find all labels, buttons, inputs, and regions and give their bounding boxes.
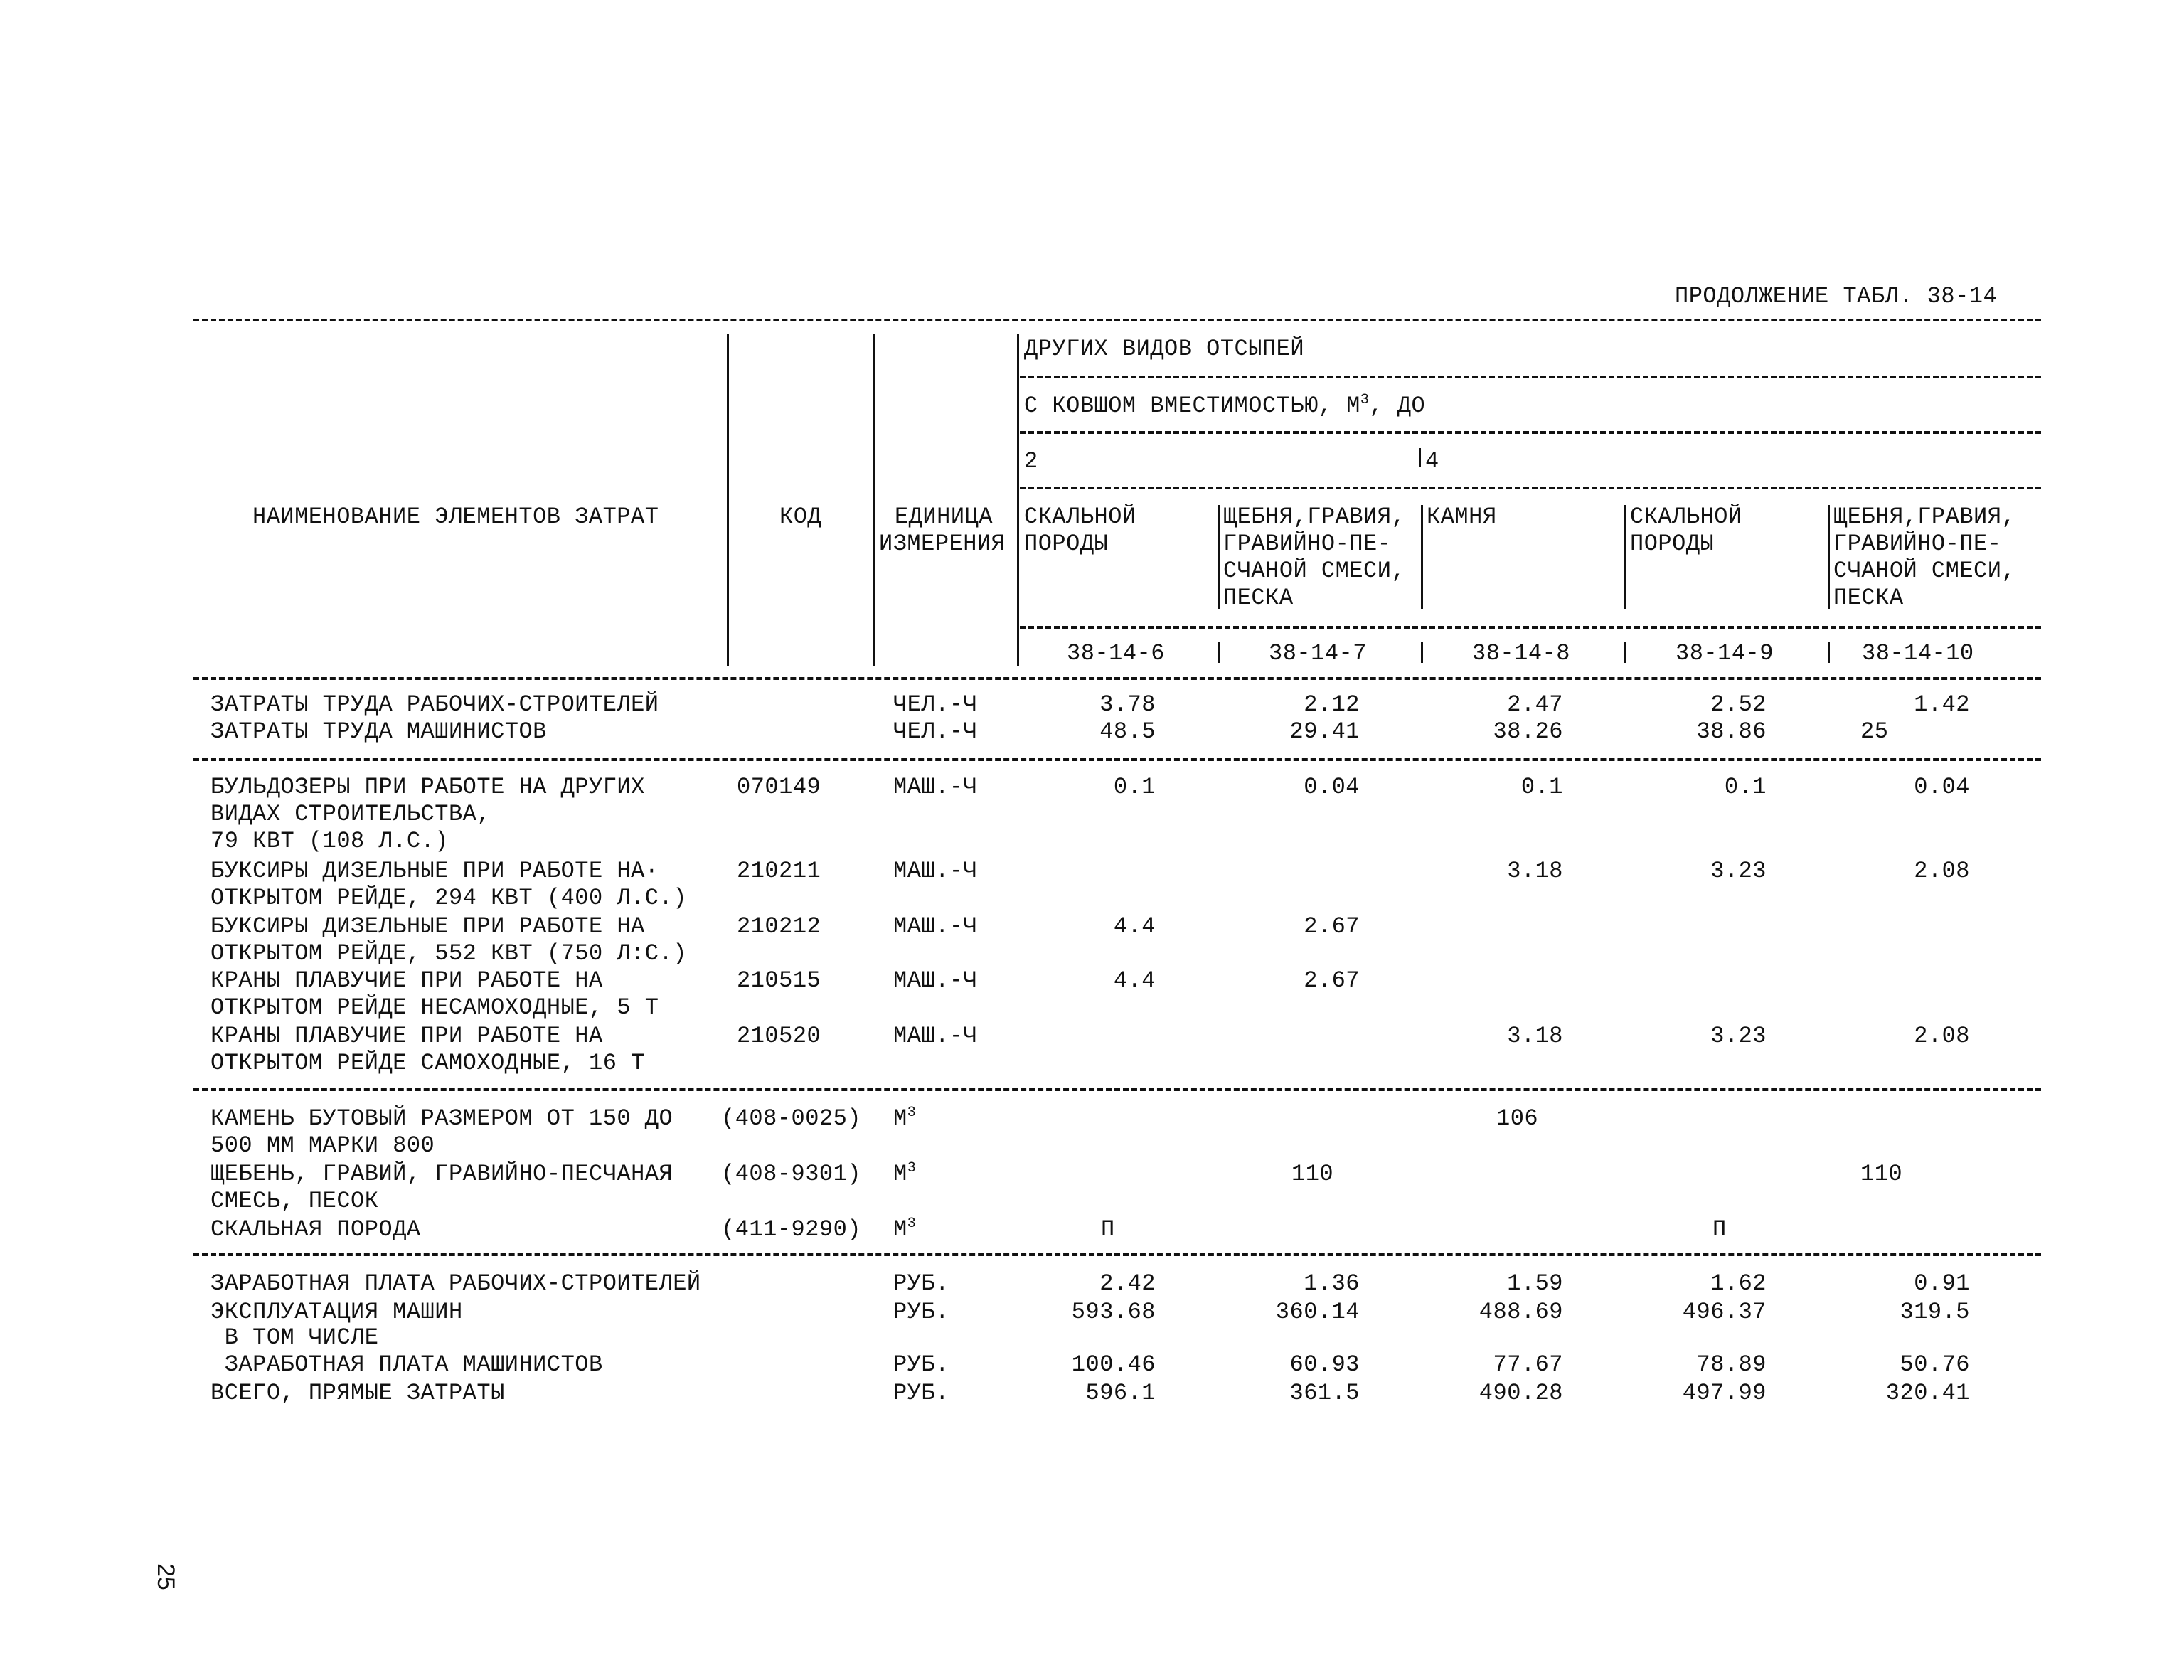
subheader-5-line3: СЧАНОЙ СМЕСИ, (1833, 558, 2016, 584)
row-value-col5: 50.76 (1900, 1351, 1970, 1378)
row-value-col5: 320.41 (1885, 1380, 1970, 1406)
row-unit-superscript: 3 (907, 1216, 917, 1232)
row-unit-text: МАШ.-Ч (893, 1023, 978, 1049)
row-unit (893, 1023, 977, 1050)
header-divider-unit (873, 334, 875, 666)
capacity-2: 2 (1024, 448, 1038, 474)
row-unit-text: РУБ. (893, 1270, 949, 1297)
row-value-col5: 25 (1860, 718, 1889, 745)
row-value-col5: 2.08 (1914, 858, 1970, 884)
row-value-col5: 110 (1860, 1161, 1903, 1187)
subheader-5-line2: ГРАВИЙНО-ПЕ- (1833, 531, 2002, 557)
row-unit-text: РУБ. (893, 1299, 949, 1325)
row-value-col1: 48.5 (1099, 718, 1156, 745)
group-title: ДРУГИХ ВИДОВ ОТСЫПЕЙ (1024, 336, 1305, 362)
row-unit-text: М (893, 1216, 907, 1243)
subheader-2-line2: ГРАВИЙНО-ПЕ- (1223, 531, 1392, 557)
row-value-col2: 110 (1291, 1161, 1334, 1187)
row-unit-text: ЧЕЛ.-Ч (893, 718, 978, 745)
row-value-col2: 2.12 (1304, 691, 1360, 718)
subheader-4-line2: ПОРОДЫ (1630, 531, 1715, 557)
row-value-col3: 490.28 (1479, 1380, 1563, 1406)
row-unit (893, 1161, 916, 1188)
row-unit-text: М (893, 1105, 907, 1132)
row-value-col4: 1.62 (1710, 1270, 1767, 1297)
subheader-2-line1: ЩЕБНЯ,ГРАВИЯ, (1223, 504, 1406, 530)
capacity-4: 4 (1425, 448, 1439, 474)
row-unit (893, 1216, 916, 1243)
row-value-col1: 100.46 (1071, 1351, 1156, 1378)
row-name-line: КРАНЫ ПЛАВУЧИЕ ПРИ РАБОТЕ НА (211, 1023, 603, 1049)
row-unit (893, 1299, 949, 1326)
row-name-line: 79 КВТ (108 Л.С.) (211, 828, 449, 854)
row-value-col3: 1.59 (1507, 1270, 1563, 1297)
header-divider-cap4 (1419, 448, 1421, 467)
subheader-3-line1: КАМНЯ (1427, 504, 1497, 530)
row-unit (893, 691, 977, 718)
row-unit (893, 1105, 916, 1132)
row-code: 070149 (737, 774, 821, 800)
row-code: 210212 (737, 913, 821, 940)
code-divider-3 (1421, 642, 1423, 663)
row-name-line: ВИДАХ СТРОИТЕЛЬСТВА, (211, 801, 491, 827)
row-unit (893, 1270, 949, 1297)
row-value-col2: 0.04 (1304, 774, 1360, 800)
row-code: (411-9290) (721, 1216, 862, 1243)
row-unit-text: М (893, 1161, 907, 1187)
section-rule-1 (193, 758, 2041, 761)
column-code-3: 38-14-8 (1472, 640, 1570, 666)
row-value-col3: 3.18 (1507, 858, 1563, 884)
row-name-line: 500 ММ МАРКИ 800 (211, 1132, 435, 1159)
bucket-title: С КОВШОМ ВМЕСТИМОСТЬЮ, $М^3$, ДО (1024, 392, 1426, 419)
subheader-2-line3: СЧАНОЙ СМЕСИ, (1223, 558, 1406, 584)
row-unit (893, 967, 977, 994)
header-divider-sub2 (1218, 505, 1220, 609)
row-name-line: БУЛЬДОЗЕРЫ ПРИ РАБОТЕ НА ДРУГИХ (211, 774, 645, 800)
row-value-col4: 497.99 (1682, 1380, 1767, 1406)
row-value-col3: 77.67 (1493, 1351, 1563, 1378)
row-value-col4: 38.86 (1696, 718, 1767, 745)
header-rule-4 (1020, 626, 2041, 629)
row-value-col2: 29.41 (1289, 718, 1360, 745)
row-name-line: ЗАРАБОТНАЯ ПЛАТА МАШИНИСТОВ (211, 1351, 603, 1378)
header-divider-sub5 (1828, 505, 1830, 609)
row-value-col4: 2.52 (1710, 691, 1767, 718)
column-code-1: 38-14-6 (1067, 640, 1165, 666)
row-value-col2: 2.67 (1304, 967, 1360, 994)
row-name-line: ОТКРЫТОМ РЕЙДЕ НЕСАМОХОДНЫЕ, 5 Т (211, 994, 659, 1021)
row-value-col1: 4.4 (1113, 967, 1156, 994)
row-value-col1: 593.68 (1071, 1299, 1156, 1325)
row-value-col2: 60.93 (1289, 1351, 1360, 1378)
section-rule-3 (193, 1253, 2041, 1256)
header-divider-sub3 (1421, 505, 1423, 609)
row-name-line: В ТОМ ЧИСЛЕ (211, 1324, 379, 1351)
row-value-col4: 0.1 (1724, 774, 1767, 800)
row-value-col3: 106 (1496, 1105, 1539, 1132)
row-name-line: ОТКРЫТОМ РЕЙДЕ, 552 КВТ (750 Л:С.) (211, 940, 687, 967)
row-value-col1: 596.1 (1085, 1380, 1156, 1406)
column-header-name: НАИМЕНОВАНИЕ ЭЛЕМЕНТОВ ЗАТРАТ (252, 504, 659, 530)
subheader-5-line1: ЩЕБНЯ,ГРАВИЯ, (1833, 504, 2016, 530)
row-value-col3: 0.1 (1520, 774, 1563, 800)
subheader-1-line1: СКАЛЬНОЙ (1024, 504, 1136, 530)
row-unit-text: ЧЕЛ.-Ч (893, 691, 978, 718)
row-unit (893, 858, 977, 885)
row-name-line: КАМЕНЬ БУТОВЫЙ РАЗМЕРОМ ОТ 150 ДО (211, 1105, 673, 1132)
row-name-line: БУКСИРЫ ДИЗЕЛЬНЫЕ ПРИ РАБОТЕ НА· (211, 858, 659, 884)
row-unit-superscript: 3 (907, 1160, 917, 1176)
row-value-col3: 2.47 (1507, 691, 1563, 718)
row-value-col3: 3.18 (1507, 1023, 1563, 1049)
header-divider-code (727, 334, 729, 666)
row-name-line: ЭКСПЛУАТАЦИЯ МАШИН (211, 1299, 463, 1325)
row-value-col1: П (1101, 1216, 1115, 1243)
column-code-4: 38-14-9 (1676, 640, 1774, 666)
header-rule-1 (1020, 376, 2041, 378)
code-divider-4 (1624, 642, 1626, 663)
column-header-code: КОД (779, 504, 822, 530)
row-unit-text: МАШ.-Ч (893, 913, 978, 940)
row-code: 210211 (737, 858, 821, 884)
row-name-line: ЗАРАБОТНАЯ ПЛАТА РАБОЧИХ-СТРОИТЕЛЕЙ (211, 1270, 701, 1297)
row-name-line: ОТКРЫТОМ РЕЙДЕ, 294 КВТ (400 Л.С.) (211, 885, 687, 911)
section-rule-2 (193, 1088, 2041, 1091)
row-value-col5: 2.08 (1914, 1023, 1970, 1049)
subheader-1-line2: ПОРОДЫ (1024, 531, 1109, 557)
row-value-col4: 3.23 (1710, 1023, 1767, 1049)
header-bottom-rule (193, 677, 2041, 680)
row-value-col2: 361.5 (1289, 1380, 1360, 1406)
row-value-col3: 38.26 (1493, 718, 1563, 745)
row-value-col2: 2.67 (1304, 913, 1360, 940)
row-unit-superscript: 3 (907, 1105, 917, 1121)
subheader-2-line4: ПЕСКА (1223, 585, 1294, 611)
row-name-line: ЗАТРАТЫ ТРУДА МАШИНИСТОВ (211, 718, 547, 745)
row-code: (408-9301) (721, 1161, 862, 1187)
row-unit (893, 774, 977, 801)
row-value-col1: 2.42 (1099, 1270, 1156, 1297)
row-name-line: БУКСИРЫ ДИЗЕЛЬНЫЕ ПРИ РАБОТЕ НА (211, 913, 645, 940)
column-code-5: 38-14-10 (1862, 640, 1974, 666)
row-code: 210520 (737, 1023, 821, 1049)
row-name-line: ЩЕБЕНЬ, ГРАВИЙ, ГРАВИЙНО-ПЕСЧАНАЯ (211, 1161, 673, 1187)
row-value-col2: 360.14 (1275, 1299, 1360, 1325)
row-value-col4: 496.37 (1682, 1299, 1767, 1325)
row-value-col1: 0.1 (1113, 774, 1156, 800)
row-value-col4: П (1712, 1216, 1727, 1243)
row-value-col5: 1.42 (1914, 691, 1970, 718)
column-header-unit-line2: ИЗМЕРЕНИЯ (879, 531, 1006, 557)
column-code-2: 38-14-7 (1269, 640, 1367, 666)
header-divider-values (1017, 334, 1019, 666)
row-unit-text: МАШ.-Ч (893, 858, 978, 884)
row-name-line: СКАЛЬНАЯ ПОРОДА (211, 1216, 421, 1243)
header-divider-sub4 (1624, 505, 1626, 609)
row-name-line: ВСЕГО, ПРЯМЫЕ ЗАТРАТЫ (211, 1380, 505, 1406)
table-continuation-title: ПРОДОЛЖЕНИЕ ТАБЛ. 38-14 (1675, 283, 1998, 309)
subheader-4-line1: СКАЛЬНОЙ (1630, 504, 1742, 530)
row-value-col4: 78.89 (1696, 1351, 1767, 1378)
row-value-col5: 0.91 (1914, 1270, 1970, 1297)
header-rule-3 (1020, 487, 2041, 489)
row-unit-text: МАШ.-Ч (893, 774, 978, 800)
row-value-col2: 1.36 (1304, 1270, 1360, 1297)
subheader-5-line4: ПЕСКА (1833, 585, 1904, 611)
row-value-col5: 0.04 (1914, 774, 1970, 800)
row-name-line: ОТКРЫТОМ РЕЙДЕ САМОХОДНЫЕ, 16 Т (211, 1050, 645, 1076)
row-unit (893, 1380, 949, 1407)
row-code: (408-0025) (721, 1105, 862, 1132)
row-name-line: СМЕСЬ, ПЕСОК (211, 1188, 379, 1214)
page-number: 25 (152, 1563, 179, 1590)
row-code: 210515 (737, 967, 821, 994)
top-rule (193, 319, 2041, 321)
row-unit-text: МАШ.-Ч (893, 967, 978, 994)
row-name-line: КРАНЫ ПЛАВУЧИЕ ПРИ РАБОТЕ НА (211, 967, 603, 994)
code-divider-2 (1218, 642, 1220, 663)
row-value-col4: 3.23 (1710, 858, 1767, 884)
row-value-col3: 488.69 (1479, 1299, 1563, 1325)
row-unit-text: РУБ. (893, 1380, 949, 1406)
row-unit-text: РУБ. (893, 1351, 949, 1378)
header-rule-2 (1020, 431, 2041, 434)
row-name-line: ЗАТРАТЫ ТРУДА РАБОЧИХ-СТРОИТЕЛЕЙ (211, 691, 659, 718)
column-header-unit-line1: ЕДИНИЦА (895, 504, 993, 530)
row-value-col1: 4.4 (1113, 913, 1156, 940)
row-unit (893, 1351, 949, 1378)
code-divider-5 (1828, 642, 1830, 663)
row-value-col1: 3.78 (1099, 691, 1156, 718)
row-unit (893, 913, 977, 940)
row-unit (893, 718, 977, 745)
row-value-col5: 319.5 (1900, 1299, 1970, 1325)
